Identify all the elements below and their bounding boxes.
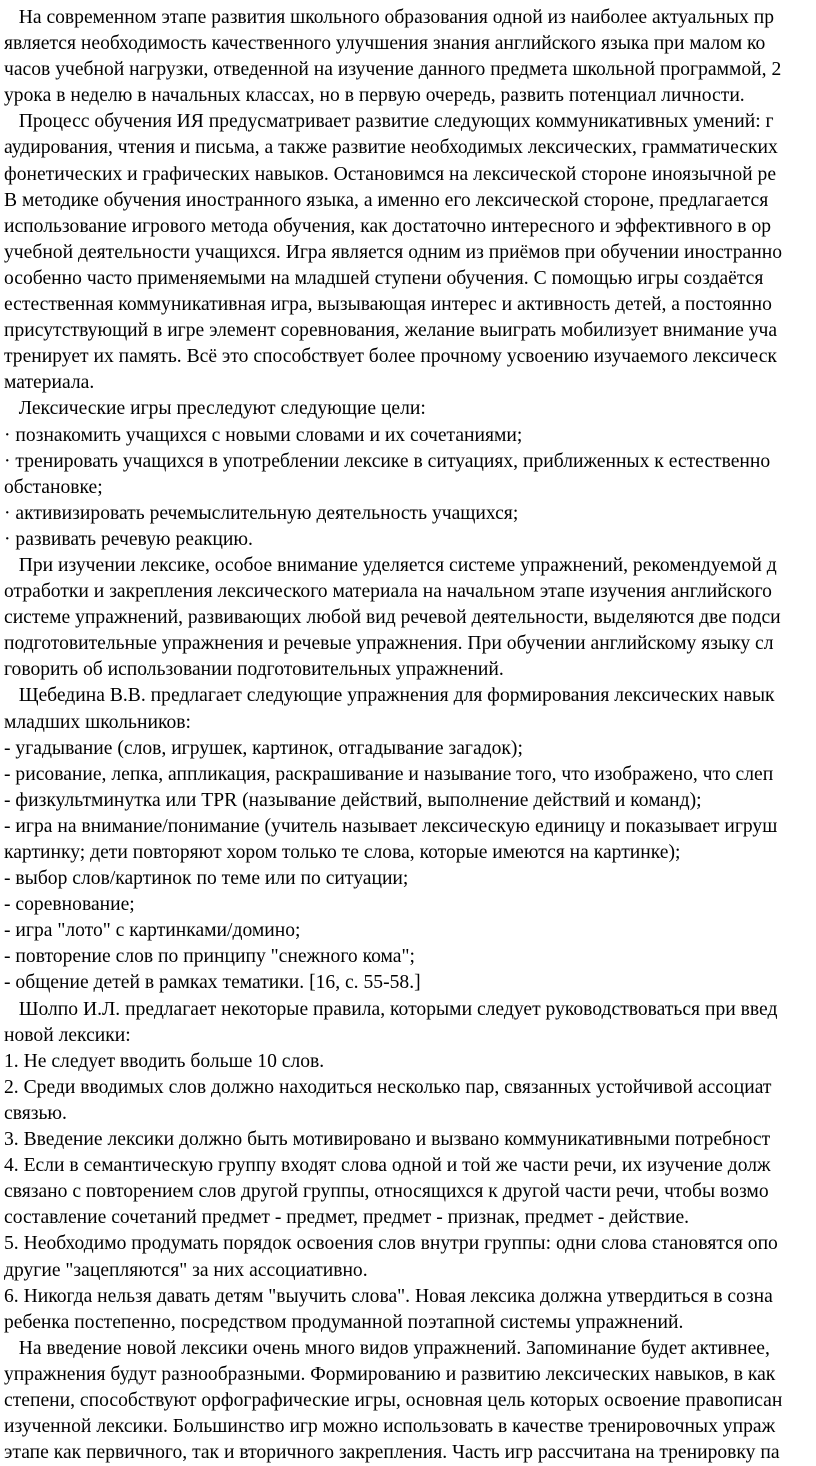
text-line: изученной лексики. Большинство игр можно использовать в качестве тренировочных упраж (4, 1416, 776, 1438)
text-line: этапе как первичного, так и вторичного закрепления. Часть игр рассчитана на тренировку па (4, 1442, 780, 1464)
text-line: системе упражнений, развивающих любой вид речевой деятельности, выделяются две подси (4, 607, 781, 629)
text-line: младших школьников: (4, 711, 191, 733)
text-line: использование игрового метода обучения, как достаточно интересного и эффективного в ор (4, 215, 772, 237)
text-line: картинку; дети повторяют хором только те слова, которые имеются на картинке); (4, 842, 681, 863)
text-line: - выбор слов/картинок по теме или по ситуации; (4, 868, 409, 890)
text-line: На современном этапе развития школьного образования одной из наиболее актуальных пр (4, 7, 775, 28)
text-line: 3. Введение лексики должно быть мотивировано и вызвано коммуникативными потребност (4, 1129, 771, 1151)
text-line: составление сочетаний предмет - предмет, предмет - признак, предмет - действие. (4, 1207, 690, 1229)
text-line: При изучении лексике, особое внимание уделяется системе упражнений, рекомендуемой д (4, 554, 777, 576)
text-line: тренирует их память. Всё это способствует более прочному усвоению изучаемого лексическ (4, 346, 777, 368)
text-line: новой лексики: (4, 1024, 131, 1046)
text-line: 4. Если в семантическую группу входят слова одной и той же части речи, их изучение долж (4, 1155, 771, 1177)
text-line: ребенка постепенно, посредством продуманной поэтапной системы упражнений. (4, 1311, 684, 1333)
text-line: · активизировать речемыслительную деятельность учащихся; (4, 502, 519, 524)
text-line: говорить об использовании подготовительных упражнений. (4, 659, 504, 681)
text-line: · тренировать учащихся в употреблении лексике в ситуациях, приближенных к естественно (4, 450, 771, 472)
text-line: отработки и закрепления лексического материала на начальном этапе изучения английского (4, 581, 772, 603)
text-line: - игра на внимание/понимание (учитель называет лексическую единицу и показывает игруш (4, 815, 778, 837)
text-line: - повторение слов по принципу "снежного кома"; (4, 946, 415, 968)
text-line: - рисование, лепка, аппликация, раскрашивание и называние того, что изображено, что слеп (4, 763, 774, 785)
text-line: 6. Никогда нельзя давать детям "выучить слова". Новая лексика должна утвердиться в созна (4, 1285, 773, 1307)
text-line: Шолпо И.Л. предлагает некоторые правила, которыми следует руководствоваться при введ (4, 998, 778, 1020)
text-line: Щебедина В.В. предлагает следующие упражнения для формирования лексических навык (4, 685, 775, 707)
text-line: В методике обучения иностранного языка, а именно его лексической стороне, предлагается (4, 189, 769, 211)
text-line: аудирования, чтения и письма, а также развитие необходимых лексических, грамматических (4, 137, 778, 159)
text-line: связано с повторением слов другой группы, относящихся к другой части речи, чтобы возмо (4, 1181, 769, 1203)
text-line: Процесс обучения ИЯ предусматривает развитие следующих коммуникативных умений: г (4, 111, 774, 133)
text-line: - угадывание (слов, игрушек, картинок, отгадывание загадок); (4, 737, 523, 759)
text-line: - соревнование; (4, 894, 135, 916)
text-line: особенно часто применяемыми на младшей ступени обучения. С помощью игры создаётся (4, 267, 764, 289)
text-line: · познакомить учащихся с новыми словами и их сочетаниями; (4, 424, 523, 446)
text-line: - игра "лото" с картинками/домино; (4, 920, 301, 942)
text-line: - физкультминутка или TPR (называние действий, выполнение действий и команд); (4, 789, 702, 811)
text-line: Лексические игры преследуют следующие цели: (4, 398, 426, 420)
text-line: естественная коммуникативная игра, вызывающая интерес и активность детей, а постоянно (4, 294, 772, 316)
text-line: часов учебной нагрузки, отведенной на изучение данного предмета школьной программой, 2 (4, 59, 782, 81)
text-line: связью. (4, 1102, 67, 1124)
text-line: - общение детей в рамках тематики. [16, с. 55-58.] (4, 972, 421, 994)
text-line: 1. Не следует вводить больше 10 слов. (4, 1050, 325, 1072)
text-line: фонетических и графических навыков. Остановимся на лексической стороне иноязычной ре (4, 163, 777, 185)
text-line: 2. Среди вводимых слов должно находиться несколько пар, связанных устойчивой ассоциат (4, 1076, 772, 1098)
text-line: На введение новой лексики очень много видов упражнений. Запоминание будет активнее, (4, 1337, 770, 1359)
text-line: присутствующий в игре элемент соревнования, желание выиграть мобилизует внимание уча (4, 320, 778, 342)
text-line: 5. Необходимо продумать порядок освоения слов внутри группы: одни слова становятся опо (4, 1233, 778, 1255)
text-line: является необходимость качественного улучшения знания английского языка при малом ко (4, 33, 766, 55)
text-line: другие "зацепляются" за них ассоциативно. (4, 1259, 368, 1281)
document-body (4, 5, 816, 1466)
text-line: учебной деятельности учащихся. Игра является одним из приёмов при обучении иностранно (4, 241, 782, 263)
text-line: степени, способствуют орфографические игры, основная цель которых освоение правописан (4, 1389, 783, 1411)
text-line: · развивать речевую реакцию. (4, 528, 253, 550)
text-line: обстановке; (4, 476, 103, 498)
text-line: материала. (4, 372, 95, 394)
text-line: урока в неделю в начальных классах, но в первую очередь, развить потенциал личности. (4, 85, 745, 107)
text-line: упражнения будут разнообразными. Формированию и развитию лексических навыков, в как (4, 1363, 776, 1385)
text-line: подготовительные упражнения и речевые упражнения. При обучении английскому языку сл (4, 633, 774, 655)
